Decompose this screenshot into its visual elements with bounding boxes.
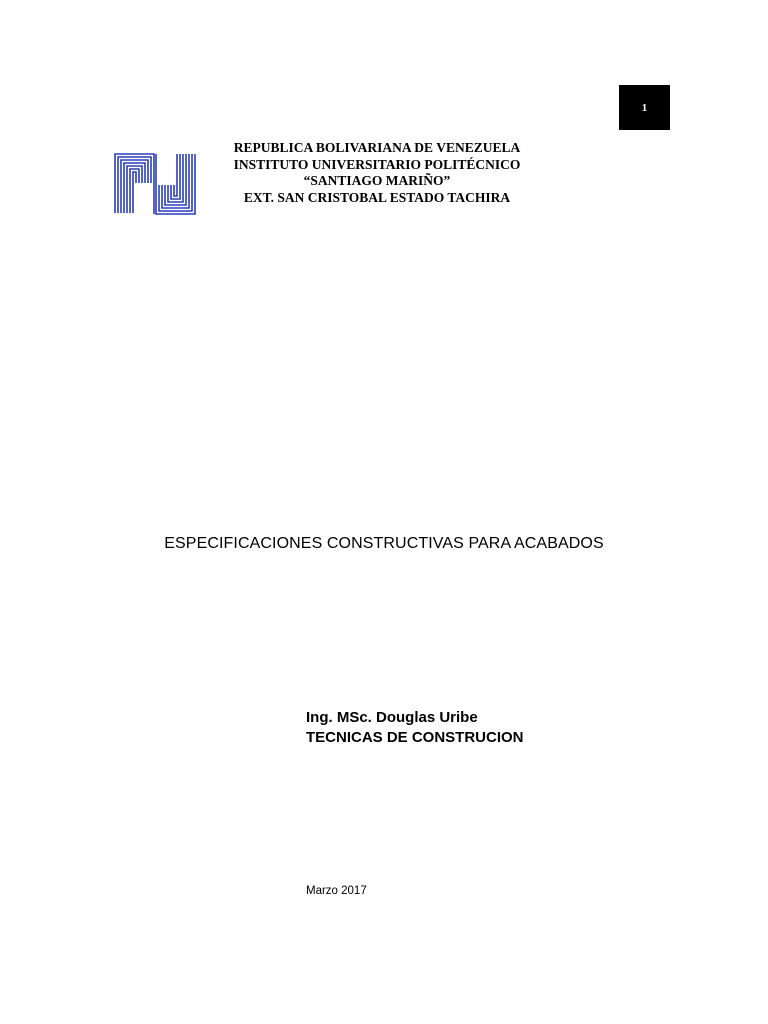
header-institute: INSTITUTO UNIVERSITARIO POLITÉCNICO <box>233 156 521 172</box>
course-subject: TECNICAS DE CONSTRUCION <box>306 729 524 746</box>
author-block <box>306 708 524 748</box>
header-extension: EXT. SAN CRISTOBAL ESTADO TACHIRA <box>243 189 511 205</box>
document-title: ESPECIFICACIONES CONSTRUCTIVAS PARA ACABADOS <box>164 535 604 552</box>
institution-header <box>200 140 554 206</box>
header-institute-name: “SANTIAGO MARIÑO” <box>303 173 451 188</box>
author-name: Ing. MSc. Douglas Uribe <box>306 709 478 726</box>
document-date: Marzo 2017 <box>306 885 367 897</box>
page-number: 1 <box>641 101 648 114</box>
page-number-box <box>619 85 670 130</box>
header-country: REPUBLICA BOLIVARIANA DE VENEZUELA <box>233 140 521 155</box>
institute-logo-icon <box>114 153 196 215</box>
